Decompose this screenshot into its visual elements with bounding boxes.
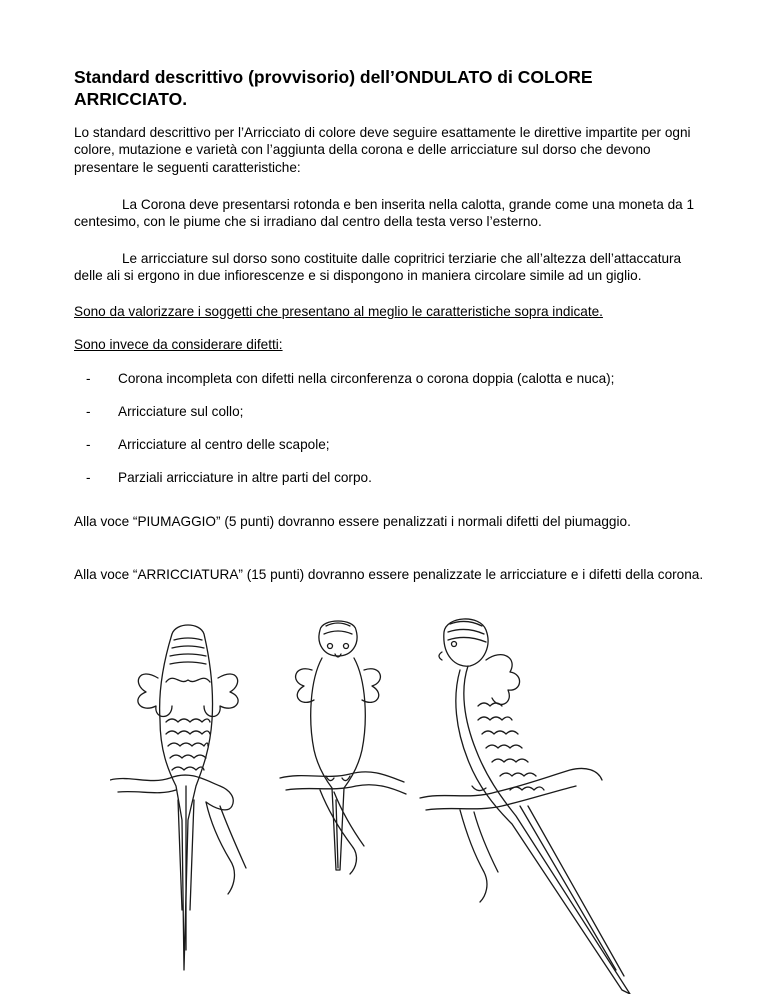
difetto-item xyxy=(86,436,330,453)
bird-side-view xyxy=(420,619,630,994)
difetto-text: Parziali arricciature in altre parti del corpo. xyxy=(118,470,372,485)
document-title: Standard descrittivo (provvisorio) dell’ONDULATO di COLORE ARRICCIATO. xyxy=(74,67,593,109)
bullet-dash: - xyxy=(86,404,91,419)
corona-paragraph: La Corona deve presentarsi rotonda e ben inserita nella calotta, grande come una moneta da 1 centesimo, con le piume che si irradiano dal centro della testa verso l’esterno. xyxy=(74,197,695,230)
bullet-dash: - xyxy=(86,470,91,485)
arricciatura-paragraph: Alla voce “ARRICCIATURA” (15 punti) dovranno essere penalizzate le arricciature e i difetti della corona. xyxy=(74,567,704,582)
difetto-item xyxy=(86,403,243,420)
bird-back-view xyxy=(110,625,246,970)
difetto-item xyxy=(86,469,372,486)
bullet-dash: - xyxy=(86,371,91,386)
difetti-heading: Sono invece da considerare difetti: xyxy=(74,337,283,352)
arricciature-paragraph: Le arricciature sul dorso sono costituite dalle copritrici terziarie che all’altezza dell’attaccatura delle ali si ergono in due infiorescenze e si dispongono in maniera circolare simile ad un giglio. xyxy=(74,251,682,284)
bullet-dash: - xyxy=(86,437,91,452)
budgerigar-illustration xyxy=(110,610,710,994)
difetto-text: Arricciature sul collo; xyxy=(118,404,244,419)
piumaggio-paragraph: Alla voce “PIUMAGGIO” (5 punti) dovranno essere penalizzati i normali difetti del piumaggio. xyxy=(74,514,631,529)
difetto-text: Corona incompleta con difetti nella circonferenza o corona doppia (calotta e nuca); xyxy=(118,371,615,386)
difetto-item xyxy=(86,370,614,387)
bird-front-view xyxy=(280,621,406,874)
valorizzare-paragraph: Sono da valorizzare i soggetti che presentano al meglio le caratteristiche sopra indicate. xyxy=(74,304,603,319)
intro-paragraph: Lo standard descrittivo per l’Arricciato di colore deve seguire esattamente le direttive impartite per ogni colore, mutazione e varietà con l’aggiunta della corona e delle arricciature sul dorso che devono presentare le seguenti caratteristiche: xyxy=(74,125,691,175)
difetto-text: Arricciature al centro delle scapole; xyxy=(118,437,330,452)
